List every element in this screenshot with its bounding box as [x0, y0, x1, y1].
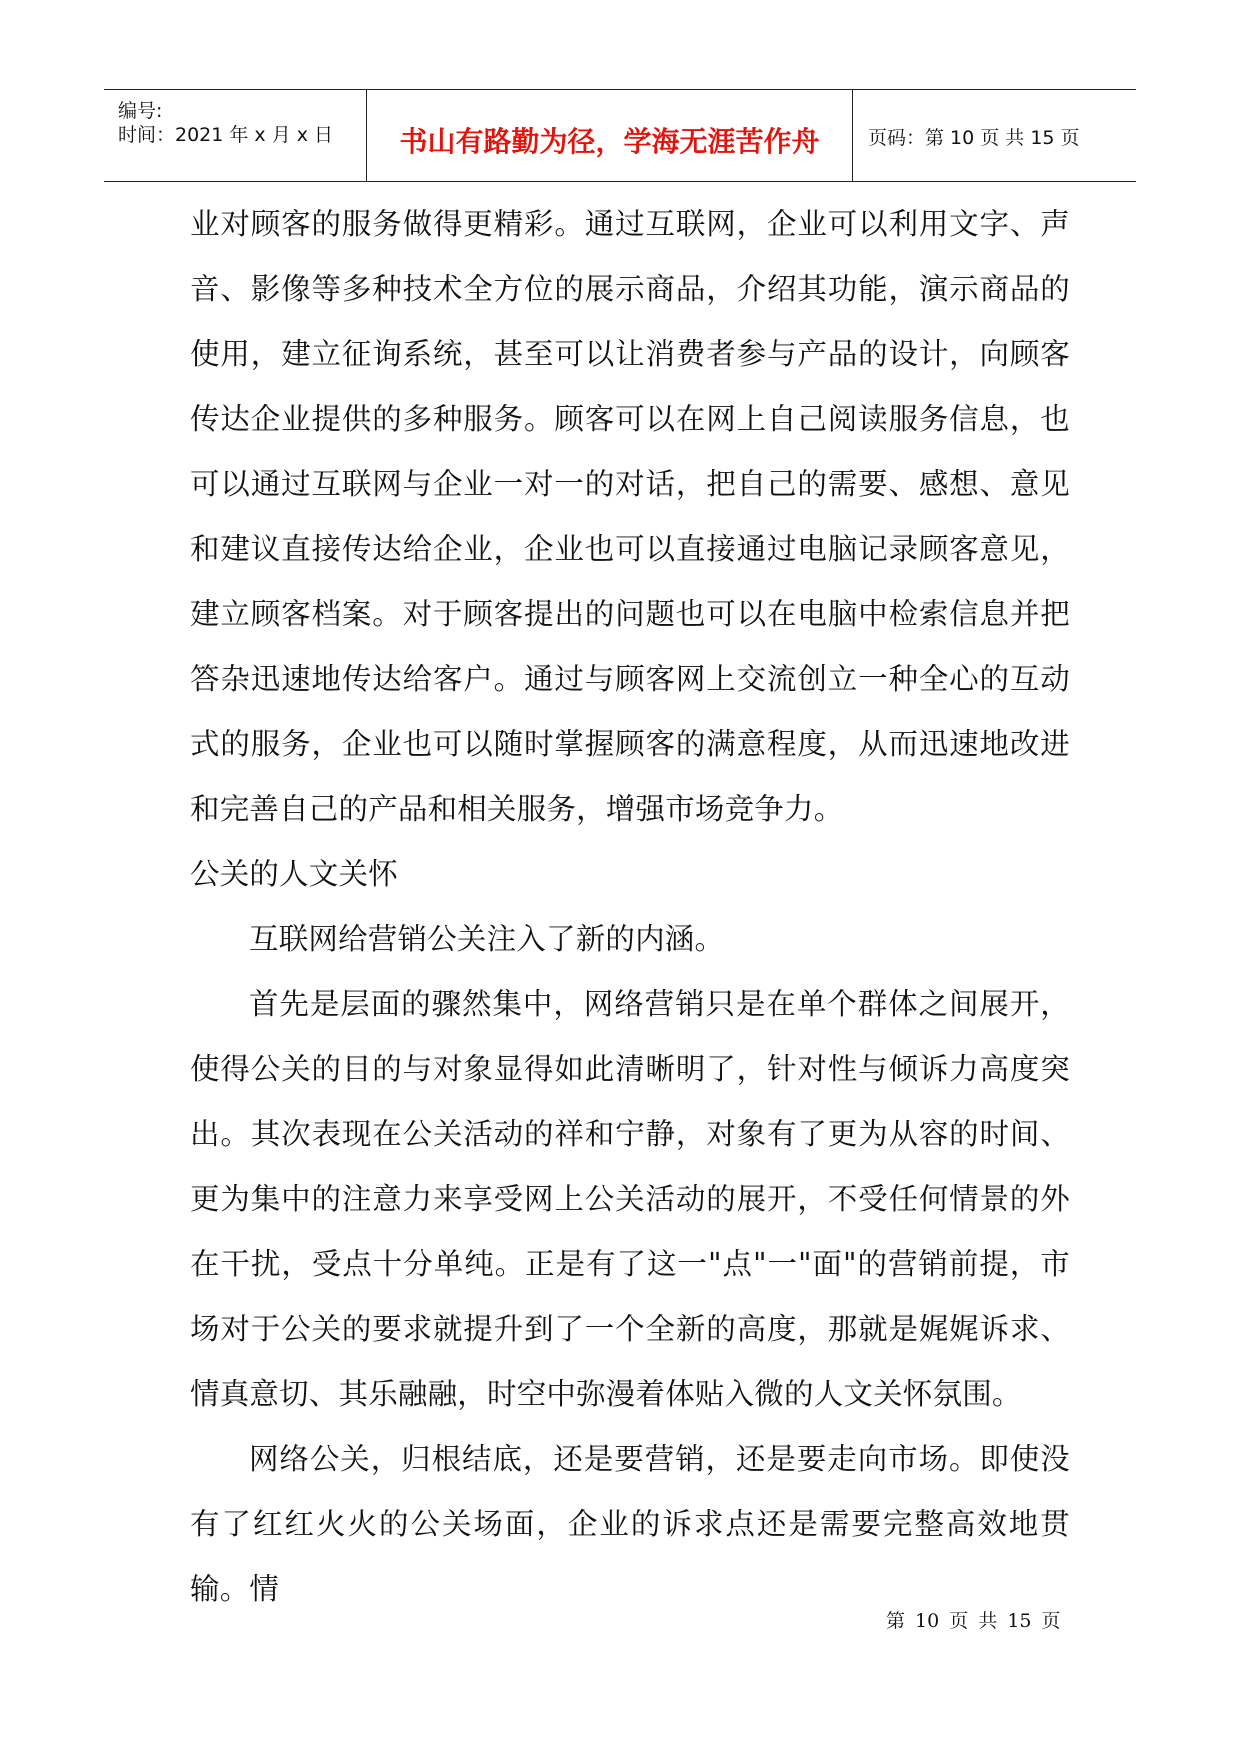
body-paragraph: 互联网给营销公关注入了新的内涵。 — [249, 922, 725, 956]
document-header — [104, 89, 1136, 182]
body-paragraph: 网络公关，归根结底，还是要营销，还是要走向市场。即使没有了红红火火的公关场面，企业的诉求点还是需要完整高效地贯输。情 — [190, 1442, 1070, 1606]
body-paragraph: 首先是层面的骤然集中，网络营销只是在单个群体之间展开，使得公关的目的与对象显得如此清晰明了，针对性与倾诉力高度突出。其次表现在公关活动的祥和宁静，对象有了更为从容的时间、更为集中的注意力来享受网上公关活动的展开，不受任何情景的外在干扰，受点十分单纯。正是有了这一"点"一"面"的营销前提，市场对于公关的要求就提升到了一个全新的高度，那就是娓娓诉求、情真意切、其乐融融，时空中弥漫着体贴入微的人文关怀氛围。 — [190, 987, 1070, 1411]
header-meta-cell — [104, 90, 367, 181]
header-page-info: 页码：第 10 页 共 15 页 — [868, 127, 1080, 149]
body-paragraph: 业对顾客的服务做得更精彩。通过互联网，企业可以利用文字、声音、影像等多种技术全方位的展示商品，介绍其功能，演示商品的使用，建立征询系统，甚至可以让消费者参与产品的设计，向顾客传达企业提供的多种服务。顾客可以在网上自己阅读服务信息，也可以通过互联网与企业一对一的对话，把自己的需要、感想、意见和建议直接传达给企业，企业也可以直接通过电脑记录顾客意见，建立顾客档案。对于顾客提出的问题也可以在电脑中检索信息并把答杂迅速地传达给客户。通过与顾客网上交流创立一种全心的互动式的服务，企业也可以随时掌握顾客的满意程度，从而迅速地改进和完善自己的产品和相关服务，增强市场竞争力。 — [190, 207, 1070, 826]
page-footer: 第 10 页 共 15 页 — [886, 1610, 1061, 1632]
header-page-cell — [854, 90, 1136, 181]
section-heading: 公关的人文关怀 — [190, 857, 398, 891]
document-time-label: 时间：2021 年 x 月 x 日 — [118, 124, 334, 146]
header-motto: 书山有路勤为径，学海无涯苦作舟 — [399, 125, 820, 158]
document-body — [190, 192, 1070, 1622]
header-motto-cell — [367, 90, 853, 181]
document-id-label: 编号: — [118, 100, 163, 122]
